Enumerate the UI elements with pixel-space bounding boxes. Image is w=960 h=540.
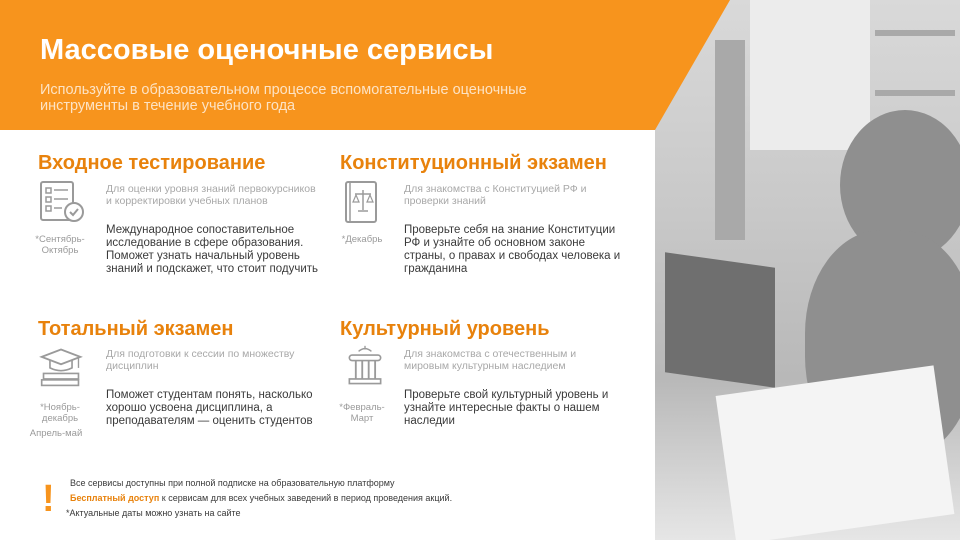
card-title-cultural-level: Культурный уровень (340, 318, 550, 340)
card-description: Проверьте свой культурный уровень и узнайте интересные факты о нашем наследии (404, 389, 609, 427)
checklist-icon (38, 180, 88, 226)
graduation-books-icon (36, 344, 86, 390)
card-date: *Февраль-Март (339, 402, 385, 424)
card-purpose: Для подготовки к сессии по множеству дисциплин (106, 348, 295, 372)
card-title-constitution-exam: Конституционный экзамен (340, 152, 607, 174)
free-access-label: Бесплатный доступ (70, 493, 160, 503)
page-subtitle: Используйте в образовательном процессе вспомогательные оценочные инструменты в течение учебного года (40, 82, 527, 114)
card-date: *Сентябрь-Октябрь (35, 234, 85, 256)
footer-note-dates: *Актуальные даты можно узнать на сайте (66, 508, 241, 518)
card-purpose: Для знакомства с отечественным и мировым культурным наследием (404, 348, 577, 372)
free-access-text: к сервисам для всех учебных заведений в период проведения акций. (159, 493, 453, 503)
page-title: Массовые оценочные сервисы (40, 34, 494, 66)
footer-note-free-access (70, 493, 452, 503)
law-book-icon (342, 180, 392, 226)
card-date: *Декабрь (341, 234, 383, 245)
column-monument-icon (340, 344, 390, 390)
card-date-secondary: Апрель-май (29, 428, 83, 439)
exclamation-icon: ! (42, 478, 55, 520)
card-title-entrance-test: Входное тестирование (38, 152, 266, 174)
student-photo (655, 0, 960, 540)
card-description: Международное сопоставительное исследование в сфере образования. Поможет узнать начальный уровень знаний и подскажет, что стоит подучить (106, 224, 319, 275)
card-purpose: Для знакомства с Конституцией РФ и проверки знаний (404, 183, 587, 207)
footer-note-subscription: Все сервисы доступны при полной подписке на образовательную платформу (70, 478, 395, 488)
card-purpose: Для оценки уровня знаний первокурсников и корректировки учебных планов (106, 183, 316, 207)
card-description: Поможет студентам понять, насколько хорошо усвоена дисциплина, а преподавателям — оценить студентов (106, 389, 313, 427)
card-description: Проверьте себя на знание Конституции РФ и узнайте об основном законе страны, о правах и свободах человека и гражданина (404, 224, 621, 275)
card-title-total-exam: Тотальный экзамен (38, 318, 234, 340)
card-date: *Ноябрь-декабрь (40, 402, 80, 424)
